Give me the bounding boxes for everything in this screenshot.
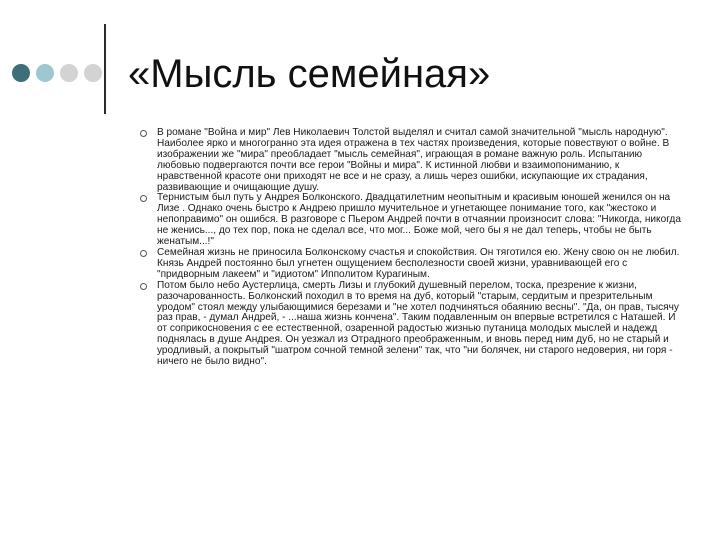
decorative-dots bbox=[12, 64, 108, 82]
dot-3 bbox=[60, 64, 78, 82]
bullet-text: Потом было небо Аустерлица, смерть Лизы и глубокий душевный перелом, тоска, презрение к жизни, разочарованность. Болконский походил в то время на дуб, который "старым, сердитым и презрительным уродом" стоял между улыбающимися березами и "не хотел подчиняться обаянию весны". "Да, он прав, тысячу раз прав, - думал Андрей, - ...наша жизнь кончена". Таким подавленным он впервые встретился с Наташей. И от соприкосновения с ее естественной, озаренной радостью жизнью путаница молодых мыслей и надежд поднялась в душе Андрея. Он уезжал из Отрадного преображенным, и вновь перед ним дуб, но не старый и уродливый, а покрытый "шатром сочной темной зелени" так, что "ни болячек, ни старого недоверия, ни горя - ничего не было видно". bbox=[157, 279, 679, 368]
dot-1 bbox=[12, 64, 30, 82]
bullet-item-4 bbox=[140, 281, 685, 368]
title-divider bbox=[104, 24, 106, 114]
bullet-list bbox=[140, 128, 685, 368]
bullet-item-2 bbox=[140, 193, 685, 248]
bullet-icon bbox=[140, 283, 147, 290]
bullet-icon bbox=[140, 130, 147, 137]
bullet-text: В романе "Война и мир" Лев Николаевич Толстой выделял и считал самой значительной "мысль народную". Наиболее ярко и многогранно эта идея отражена в тех частях произведения, которые повествуют о войне. В изображении же "мира" преобладает "мысль семейная", играющая в романе важную роль. Испытанию любовью подвергаются почти все герои "Войны и мира". К истинной любви и взаимопониманию, к нравственной красоте они приходят не все и не сразу, а лишь через ошибки, искупающие их страдания, развивающие и очищающие душу. bbox=[157, 127, 670, 193]
slide-title: «Мысль семейная» bbox=[128, 52, 491, 96]
bullet-icon bbox=[140, 250, 147, 257]
bullet-text: Тернистым был путь у Андрея Болконского. Двадцатилетним неопытным и красивым юношей женился он на Лизе . Однако очень быстро к Андрею пришло мучительное и угнетающее понимание того, как "жестоко и непоправимо" он ошибся. В разговоре с Пьером Андрей почти в отчаянии произносит слова: "Никогда, никогда не женись..., до тех пор, пока не сделал все, что мог... Боже мой, чего бы я не дал теперь, чтобы не быть женатым...!" bbox=[157, 192, 681, 248]
dot-4 bbox=[84, 64, 102, 82]
dot-2 bbox=[36, 64, 54, 82]
bullet-text: Семейная жизнь не приносила Болконскому счастья и спокойствия. Он тяготился ею. Жену свою он не любил. Князь Андрей постоянно был угнетен ощущением бесполезности своей жизни, уравнивающей его с "придворным лакеем" и "идиотом" Ипполитом Курагиным. bbox=[157, 246, 680, 280]
bullet-item-3 bbox=[140, 248, 685, 281]
bullet-icon bbox=[140, 195, 147, 202]
bullet-item-1 bbox=[140, 128, 685, 193]
